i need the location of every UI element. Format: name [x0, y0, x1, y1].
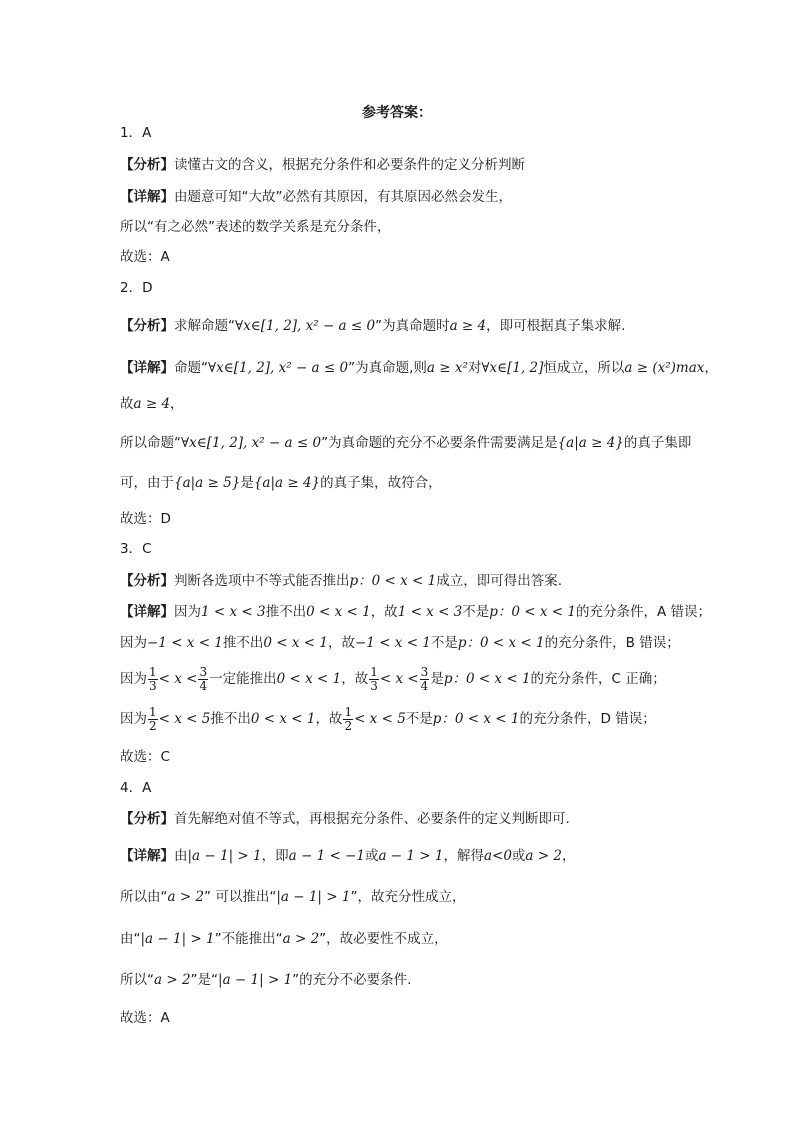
q2-line4-c: 的真子集，故符合，	[320, 475, 442, 491]
math-a-ge-4: a ≥ 4	[449, 318, 487, 334]
analysis-tag: 【分析】	[120, 811, 174, 827]
word-is: 是	[430, 671, 444, 687]
comma: ，	[561, 848, 576, 864]
word-sufficient: 的充分条件，	[576, 604, 658, 620]
math-abs-gt1: |a − 1| > 1	[140, 931, 215, 947]
result-b: B 错误；	[625, 635, 680, 651]
q1-analysis-text: 读懂古文的含义，根据充分条件和必要条件的定义分析判断	[174, 157, 525, 173]
detail-tag: 【详解】	[120, 604, 174, 620]
word-from: 由	[174, 848, 188, 864]
analysis-tag: 【分析】	[120, 318, 174, 334]
word-cannot: 推不出	[222, 635, 264, 651]
fraction-one-half: $\frac{1}{2}$	[344, 704, 353, 733]
q3-number: 3．C	[120, 541, 152, 557]
math-0-x-1: 0 < x < 1	[306, 604, 371, 620]
page-title: 参考答案：	[362, 105, 432, 121]
q2-line3-a: 所以命题“	[120, 435, 181, 451]
q2-line4	[120, 474, 442, 492]
q1-detail-text: 由题意可知“大故”必然有其原因，有其原因必然会发生，	[174, 189, 512, 205]
text-part: ”不能推出“	[214, 931, 283, 947]
q4-detail-1	[120, 847, 575, 865]
q2-analysis-b: ”为真命题时	[375, 318, 450, 334]
word-so: ，故	[370, 604, 398, 620]
word-because: 因为	[174, 604, 201, 620]
q3-analysis-b: 成立，即可得出答案.	[436, 573, 563, 589]
result-a: A 错误；	[657, 604, 712, 620]
word-sufficient: 的充分条件，	[530, 671, 612, 687]
math-a-gt2: a > 2	[154, 972, 191, 988]
q2-answer: 故选：D	[120, 511, 171, 527]
q4-detail-4	[120, 971, 411, 989]
word-cannot: 推不出	[265, 604, 307, 620]
text-part: ”，故必要性不成立，	[319, 931, 448, 947]
analysis-tag: 【分析】	[120, 157, 174, 173]
q4-detail-3	[120, 930, 448, 948]
text-part: 所以由“	[120, 889, 168, 905]
q3-detail-2	[120, 634, 680, 652]
word-because: 因为	[120, 711, 147, 727]
q2-analysis	[120, 317, 625, 335]
q3-analysis	[120, 572, 562, 590]
math-neg1-x-1: −1 < x < 1	[355, 635, 431, 651]
math-lt-x-lt: < x <	[158, 671, 198, 687]
q4-analysis-text: 首先解绝对值不等式，再根据充分条件、必要条件的定义判断即可.	[174, 811, 570, 827]
q2-detail-c: 对	[467, 360, 482, 376]
word-not: 不是	[430, 635, 458, 651]
word-or: 或	[364, 848, 379, 864]
text-part: ”的充分不必要条件.	[292, 972, 412, 988]
detail-tag: 【详解】	[120, 360, 174, 376]
math-1-x-3: 1 < x < 3	[397, 604, 463, 620]
q2-detail-a: 命题“	[174, 360, 208, 376]
math-a-lt0: a<0	[483, 848, 512, 864]
detail-tag: 【详解】	[120, 848, 174, 864]
q1-analysis	[120, 156, 525, 174]
detail-tag: 【详解】	[120, 189, 174, 205]
text-part: ” 可以推出“	[204, 889, 277, 905]
word-cannot: 推不出	[210, 711, 251, 727]
q2-line3	[120, 434, 691, 452]
math-p: p：0 < x < 1	[443, 671, 531, 687]
math-set-ge5: {a|a ≥ 5}	[174, 475, 241, 491]
math-lt-x-lt-5: < x < 5	[158, 711, 211, 727]
q1-detail-2: 所以“有之必然”表述的数学关系是充分条件，	[120, 219, 391, 235]
analysis-tag: 【分析】	[120, 573, 174, 589]
q2-line3-b: ”为真命题的充分不必要条件需要满足是	[321, 435, 558, 451]
word-not: 不是	[462, 604, 490, 620]
result-c: C 正确；	[611, 671, 666, 687]
q2-line2	[120, 395, 184, 413]
math-a-minus1-gt: a − 1 > 1	[378, 848, 444, 864]
q3-analysis-a: 判断各选项中不等式能否推出	[174, 573, 350, 589]
word-so: ，故	[341, 671, 369, 687]
word-because: 因为	[120, 635, 147, 651]
q4-analysis	[120, 810, 570, 828]
q2-line4-b: 是	[240, 475, 254, 491]
q3-detail-1	[120, 603, 711, 621]
word-because: 因为	[120, 671, 147, 687]
q2-analysis-a: 求解命题“	[174, 318, 235, 334]
math-forall: ∀x∈[1, 2]	[481, 360, 544, 376]
math-a-ge-4: a ≥ 4	[133, 396, 171, 412]
math-0-x-1: 0 < x < 1	[263, 635, 328, 651]
word-so: ，故	[328, 635, 355, 651]
result-d: D 错误；	[600, 711, 656, 727]
math-set-ge4: {a|a ≥ 4}	[557, 435, 624, 451]
math-proposition: ∀x∈[1, 2], x² − a ≤ 0	[208, 360, 349, 376]
word-sufficient: 的充分条件，	[519, 711, 601, 727]
q4-number: 4．A	[120, 780, 152, 796]
math-a-ge-x2max: a ≥ (x²)max	[624, 360, 705, 376]
q1-number: 1．A	[120, 125, 152, 141]
math-a-gt2: a > 2	[282, 931, 320, 947]
math-abs-gt1: |a − 1| > 1	[187, 848, 262, 864]
word-sufficient: 的充分条件，	[544, 635, 626, 651]
math-proposition: ∀x∈[1, 2], x² − a ≤ 0	[235, 318, 376, 334]
math-neg1-x-1: −1 < x < 1	[147, 635, 223, 651]
q4-detail-2	[120, 888, 465, 906]
text-part: ”，故充分性成立，	[350, 889, 466, 905]
fraction-one-third: $\frac{1}{3}$	[149, 664, 157, 693]
math-p: p：0 < x < 1	[457, 635, 545, 651]
math-a-minus1-lt: a − 1 < −1	[288, 848, 365, 864]
q2-number: 2．D	[120, 280, 153, 296]
math-p: p：0 < x < 1	[349, 573, 437, 589]
fraction-three-quarters: $\frac{3}{4}$	[199, 664, 208, 693]
q2-detail-b: ”为真命题,则	[348, 360, 427, 376]
math-a-ge-x2: a ≥ x²	[426, 360, 468, 376]
comma: ，	[170, 396, 184, 412]
text-part: 所以“	[120, 972, 154, 988]
math-a-gt2: a > 2	[525, 848, 562, 864]
math-p: p：0 < x < 1	[432, 711, 520, 727]
word-solve: ，解得	[443, 848, 484, 864]
q1-detail	[120, 188, 512, 206]
word-so: ，故	[315, 711, 343, 727]
text-part: 由“	[120, 931, 141, 947]
math-proposition: ∀x∈[1, 2], x² − a ≤ 0	[181, 435, 322, 451]
math-set-ge4: {a|a ≥ 4}	[253, 475, 321, 491]
word-not: 不是	[405, 711, 433, 727]
q3-detail-4	[120, 704, 656, 734]
math-1-x-3: 1 < x < 3	[201, 604, 266, 620]
math-lt-x-lt-5: < x < 5	[354, 711, 406, 727]
q2-detail-d: 恒成立，所以	[543, 360, 625, 376]
word-namely: ，即	[261, 848, 289, 864]
fraction-one-half: $\frac{1}{2}$	[149, 704, 157, 733]
math-p: p：0 < x < 1	[489, 604, 577, 620]
q3-detail-3	[120, 664, 666, 694]
q2-line2-text: 故	[120, 396, 134, 412]
math-abs-gt1: |a − 1| > 1	[276, 889, 351, 905]
q2-detail	[120, 359, 718, 377]
q4-answer: 故选：A	[120, 1010, 170, 1026]
math-0-x-1: 0 < x < 1	[276, 671, 342, 687]
q3-answer: 故选：C	[120, 749, 170, 765]
q2-line4-a: 可，由于	[120, 475, 174, 491]
comma: ，	[704, 360, 718, 376]
fraction-one-third: $\frac{1}{3}$	[370, 664, 378, 693]
q2-line3-c: 的真子集即	[623, 435, 692, 451]
q2-analysis-c: ，即可根据真子集求解.	[486, 318, 626, 334]
math-0-x-1: 0 < x < 1	[250, 711, 316, 727]
math-lt-x-lt: < x <	[379, 671, 419, 687]
q1-answer: 故选：A	[120, 249, 170, 265]
fraction-three-quarters: $\frac{3}{4}$	[420, 664, 429, 693]
word-can: 一定能推出	[209, 671, 277, 687]
word-or: 或	[511, 848, 526, 864]
text-part: ”是“	[190, 972, 219, 988]
math-abs-gt1: |a − 1| > 1	[218, 972, 293, 988]
math-a-gt2: a > 2	[167, 889, 205, 905]
